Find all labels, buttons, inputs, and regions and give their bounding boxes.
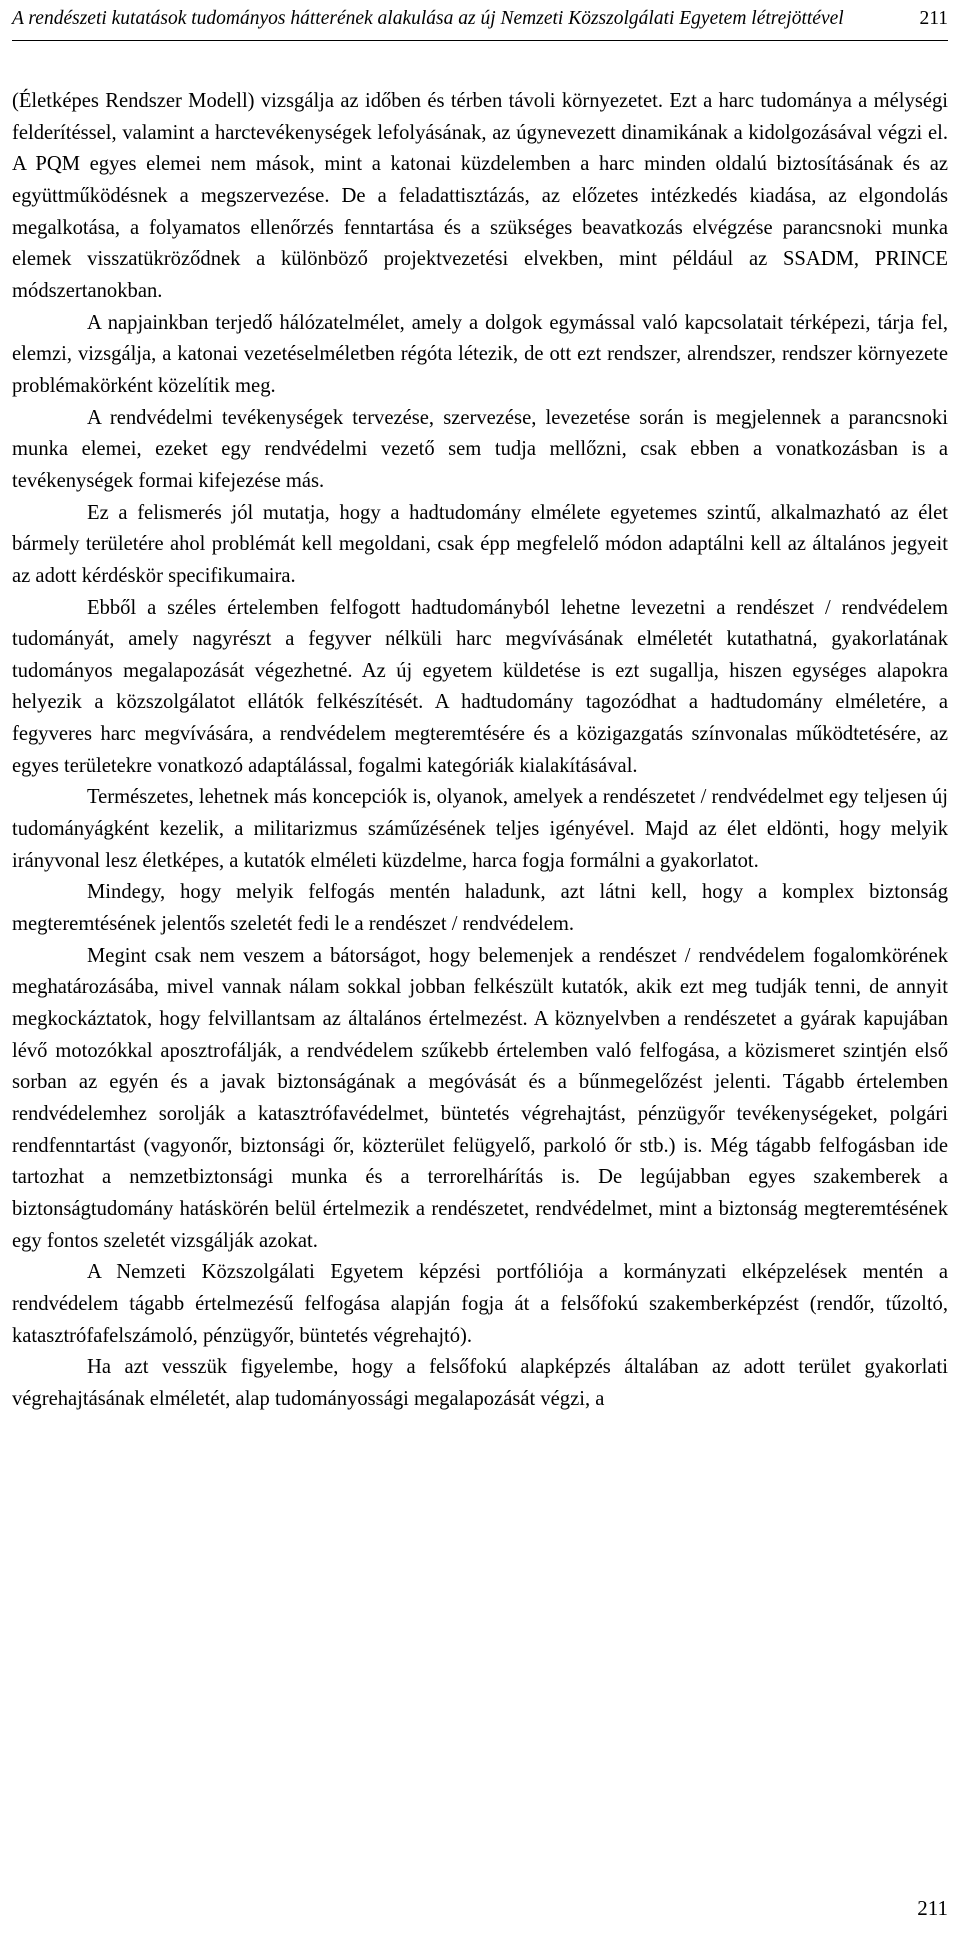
paragraph: A Nemzeti Közszolgálati Egyetem képzési portfóliója a kormányzati elképzelések mentén a rendvédelem tágabb értelmezésű felfogása alapján fogja át a felsőfokú szakemberképzést (rendőr, tűzoltó, katasztrófafelszámoló, pénzügyőr, büntetés végrehajtó). (12, 1261, 948, 1347)
paragraph: Mindegy, hogy melyik felfogás mentén haladunk, azt látni kell, hogy a komplex biztonság megteremtésének jelentős szeletét fedi le a rendészet / rendvédelem. (12, 881, 948, 936)
footer-page-number: 211 (917, 1896, 948, 1920)
paragraph: A napjainkban terjedő hálózatelmélet, amely a dolgok egymással való kapcsolatait térképezi, tárja fel, elemzi, vizsgálja, a katonai vezetéselméletben régóta létezik, de ott ezt rendszer, alrendszer, rendszer környezete problémakörként közelítik meg. (12, 311, 948, 397)
paragraph: Ebből a széles értelemben felfogott hadtudományból lehetne levezetni a rendészet / rendvédelem tudományát, amely nagyrészt a fegyver nélküli harc megvívásának elméletét kutathatná, gyakorlatának tudományos megalapozását végezhetné. Az új egyetem küldetése is ezt sugallja, hiszen egységes alapokra helyezik a közszolgálatot ellátók felkészítését. A hadtudomány tagozódhat a hadtudomány elméletére, a fegyveres harc megvívására, a rendvédelem megteremtésére és a közigazgatás színvonalas működtetésére, az egyes területekre vonatkozó adaptálással, fogalmi kategóriák kialakításával. (12, 596, 948, 777)
header-page-number: 211 (919, 8, 948, 29)
paragraph: Megint csak nem veszem a bátorságot, hogy belemenjek a rendészet / rendvédelem fogalomkörének meghatározásába, mivel vannak nálam sokkal jobban felkészült kutatók, akik ezt meg tudják tenni, de annyit megkockáztatok, hogy felvillantsam az általános értelmezést. A köznyelvben a rendészetet a gyárak kapujában lévő motozókkal aposztrofálják, a rendvédelem szűkebb értelemben való felfogása, a közismeret szintjén első sorban az egyén és a javak biztonságának a megóvását és a bűnmegelőzést jelenti. Tágabb értelemben rendvédelemhez sorolják a katasztrófavédelmet, büntetés végrehajtást, pénzügyőr tevékenységeket, polgári rendfenntartást (vagyonőr, biztonsági őr, közterület felügyelő, parkoló őr stb.) is. Még tágabb felfogásban ide tartozhat a nemzetbiztonsági munka és a terrorelhárítás is. De legújabban egyes szakemberek a biztonságtudomány hatáskörén belül értelmezik a rendészetet, rendvédelmet, mint a biztonság megteremtésének egy fontos szeletét vizsgálják azokat. (12, 944, 948, 1252)
paragraph: (Életképes Rendszer Modell) vizsgálja az időben és térben távoli környezetet. Ezt a harc tudománya a mélységi felderítéssel, valamint a harctevékenységek lefolyásának, az úgynevezett dinamikának a kidolgozásával végzi el. A PQM egyes elemei nem mások, mint a katonai küzdelemben a harc minden oldalú biztosításának és az együttműködésnek a megszervezése. De a feladattisztázás, az előzetes intézkedés kiadása, az elgondolás megalkotása, a folyamatos ellenőrzés fenntartása és a szükséges beavatkozás elvégzése parancsnoki munka elemek visszatükröződnek a különböző projektvezetési elvekben, mint például az SSADM, PRINCE módszertanokban. (12, 90, 948, 302)
paragraph: Természetes, lehetnek más koncepciók is, olyanok, amelyek a rendészetet / rendvédelmet egy teljesen új tudományágként kezelik, a militarizmus száműzésének teljes igényével. Majd az élet eldönti, hogy melyik irányvonal lesz életképes, a kutatók elméleti küzdelme, harca fogja formálni a gyakorlatot. (12, 786, 948, 872)
paragraph: Ez a felismerés jól mutatja, hogy a hadtudomány elmélete egyetemes szintű, alkalmazható az élet bármely területére ahol problémát kell megoldani, csak épp megfelelő módon adaptálni kell az általános jegyeit az adott kérdéskör specifikumaira. (12, 501, 948, 587)
paragraph: Ha azt vesszük figyelembe, hogy a felsőfokú alapképzés általában az adott terület gyakorlati végrehajtásának elméletét, alap tudományossági megalapozását végzi, a (12, 1356, 948, 1410)
paragraph: A rendvédelmi tevékenységek tervezése, szervezése, levezetése során is megjelennek a parancsnoki munka elemei, ezeket egy rendvédelmi vezető sem tudja mellőzni, csak ebben a vonatkozásban is a tevékenységek formai kifejezése más. (12, 406, 948, 492)
header-rule (12, 40, 948, 41)
body-text (12, 86, 948, 1416)
running-header (12, 8, 948, 30)
header-title: A rendészeti kutatások tudományos hátterének alakulása az új Nemzeti Közszolgálati Egyetem létrejöttével (12, 8, 844, 29)
